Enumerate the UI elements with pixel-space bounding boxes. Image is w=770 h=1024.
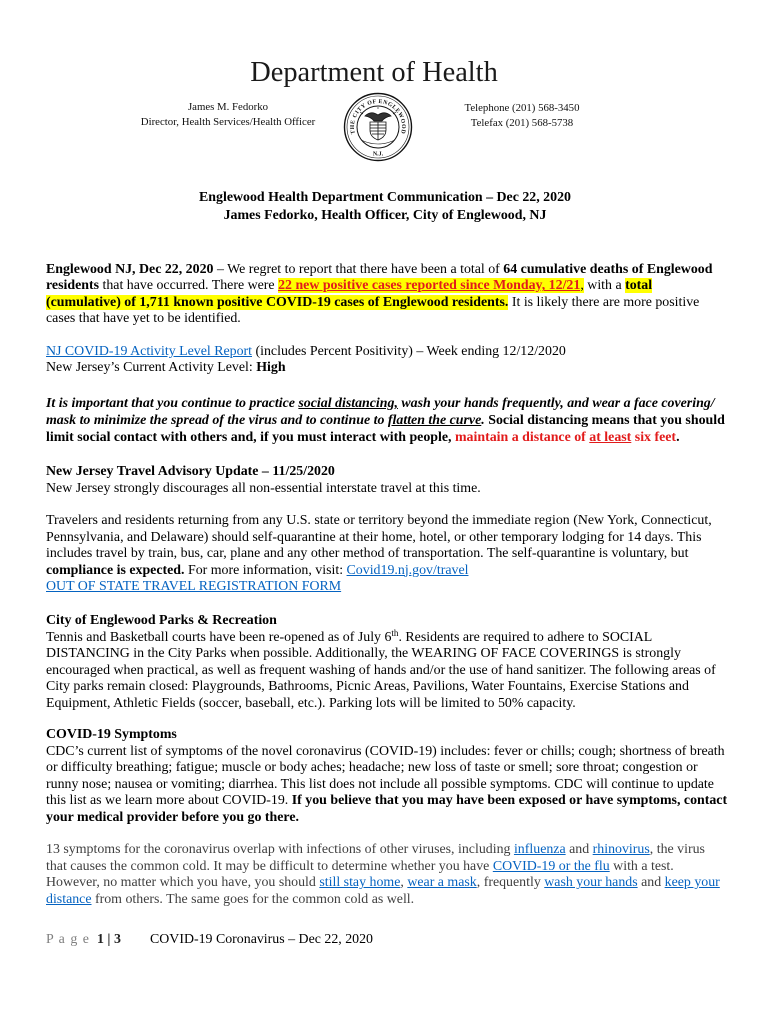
distance-warning: maintain a distance of (454, 430, 590, 445)
text-run: encouraged when practical, as well as frequent washing of hands and/or the use of hand sanitizer. The following areas of (46, 662, 716, 678)
text-line (46, 311, 712, 327)
seal-emblem (360, 107, 396, 144)
cases-paragraph (46, 262, 712, 328)
text-line (46, 810, 727, 827)
text-line (46, 744, 727, 761)
activity-report-link[interactable]: NJ COVID-19 Activity Level Report (46, 344, 253, 359)
activity-level-value: High (256, 360, 286, 376)
text-line (46, 395, 725, 412)
text-run: Equipment, Athletic Fields (soccer, baseball, etc.). Parking lots will be limited to 50% capacity. (46, 695, 576, 711)
text-run: and (637, 875, 665, 891)
distance-warning: six feet (631, 430, 677, 445)
text-line (46, 875, 720, 892)
section-heading: COVID-19 Symptoms (46, 727, 177, 742)
text-run: mask to minimize the spread of the virus and to continue to (46, 413, 388, 428)
text-line (46, 295, 712, 311)
parks-section (46, 613, 716, 713)
keep-distance-link[interactable]: keep your (664, 875, 720, 891)
text-run: Social distancing means that you should (484, 413, 725, 428)
section-heading: City of Englewood Parks & Recreation (46, 613, 277, 628)
text-run: (includes Percent Positivity) – Week ending 12/12/2020 (252, 344, 566, 359)
text-run: with a test. (609, 858, 674, 874)
total-cases-highlight: (cumulative) of 1,711 known positive COVID-19 cases of Englewood residents. (46, 294, 509, 310)
text-run: . (481, 413, 485, 428)
text-run: New Jersey’s Current Activity Level: (46, 360, 257, 376)
text-run: However, no matter which you have, you should (46, 875, 320, 891)
influenza-link[interactable]: influenza (513, 842, 566, 857)
text-run: compliance is expected. (46, 562, 185, 578)
text-line (46, 646, 716, 663)
text-line (46, 842, 720, 859)
text-run: runny nose; nausea or vomiting; diarrhea. This list does not include all possible symptoms. CDC will continue to update (46, 776, 714, 792)
city-seal (343, 92, 413, 162)
running-title: COVID-19 Coronavirus – Dec 22, 2020 (150, 932, 373, 947)
text-run: – We regret to report that there have been a total of (213, 262, 504, 277)
text-line (46, 546, 712, 563)
activity-paragraph (46, 344, 566, 376)
wash-hands-link[interactable]: wash your hands (544, 875, 638, 891)
text-run: , frequently (476, 875, 545, 891)
ordinal-suffix: th (391, 627, 399, 638)
text-line (46, 563, 712, 580)
text-run: CDC’s current list of symptoms of the novel coronavirus (COVID-19) includes: fever or chills; cough; shortness of breath (46, 743, 725, 759)
officer-title: Director, Health Services/Health Officer (140, 115, 316, 128)
text-line (46, 262, 712, 278)
title-line-1: Englewood Health Department Communication – Dec 22, 2020 (199, 190, 571, 205)
text-line (46, 627, 716, 647)
text-run: , the virus (649, 842, 705, 857)
text-run: with a (583, 278, 626, 294)
telefax: Telefax (201) 568-5738 (470, 116, 574, 129)
officer-name: James M. Fedorko (187, 101, 269, 113)
page-number: 1 | 3 (97, 932, 121, 947)
text-run: . Residents are required to adhere to SOCIAL (398, 629, 653, 645)
total-cases-highlight: total (625, 278, 653, 294)
text-run: 13 symptoms for the coronavirus overlap with infections of other viruses, including (46, 842, 514, 857)
text-run: social distancing, (298, 396, 398, 411)
text-run: Travelers and residents returning from any U.S. state or territory beyond the immediate region (New York, Connecticut, (46, 513, 712, 528)
officer-block (130, 100, 326, 129)
distancing-paragraph (46, 395, 725, 446)
text-line (46, 278, 712, 294)
text-line (46, 760, 727, 777)
text-run: includes travel by train, bus, car, plane and any other method of transportation. The self-quarantine is voluntary, but (46, 546, 689, 561)
text-run: this list as we learn more about COVID-19. (46, 793, 292, 809)
text-run: or difficulty breathing; fatigue; muscle or body aches; headache; new loss of taste or smell; sore throat; congestion or (46, 760, 698, 776)
covid-or-flu-link[interactable]: COVID-19 or the flu (492, 858, 610, 874)
text-run: from others. The same goes for the common cold as well. (91, 892, 415, 908)
dateline: Englewood NJ, Dec 22, 2020 (46, 262, 214, 277)
title-line-2: James Fedorko, Health Officer, City of Englewood, NJ (223, 208, 547, 223)
text-line (46, 360, 566, 376)
text-line (46, 696, 716, 713)
medical-advice: your medical provider before you go there. (46, 809, 299, 825)
overlap-paragraph (46, 842, 720, 909)
section-heading: New Jersey Travel Advisory Update – 11/25/2020 (46, 464, 335, 479)
text-line (46, 530, 712, 547)
text-run: and (565, 842, 593, 857)
stay-home-link[interactable]: still stay home (319, 875, 401, 891)
text-run: limit social contact with others and, if you must interact with people, (46, 430, 455, 445)
text-line (46, 859, 720, 876)
department-title: Department of Health (250, 57, 498, 88)
text-line (46, 679, 716, 696)
keep-distance-link[interactable]: distance (46, 892, 92, 908)
travel-section (46, 463, 481, 497)
text-line (46, 429, 725, 446)
text-run: flatten the curve (387, 413, 482, 428)
seal-bottom-text: N.J. (372, 151, 384, 158)
telephone: Telephone (201) 568-3450 (464, 102, 580, 114)
text-line (46, 777, 727, 794)
rhinovirus-link[interactable]: rhinovirus (592, 842, 650, 857)
text-run: , (400, 875, 408, 891)
phone-block (444, 101, 600, 130)
page-label: P a g e (46, 932, 90, 947)
text-run: It is likely there are more positive (508, 294, 700, 310)
seal-ring-text: THE CITY OF ENGLEWOOD (349, 98, 407, 135)
text-line (46, 793, 727, 810)
text-run: cases that have yet to be identified. (46, 311, 241, 327)
medical-advice: If you believe that you may have been exposed or have symptoms, contact (291, 793, 728, 809)
text-line (46, 663, 716, 680)
deaths-count-cont: residents (46, 278, 99, 294)
distance-warning: at least (589, 430, 632, 445)
text-run: City parks remain closed: Playgrounds, Bathrooms, Picnic Areas, Pavilions, Water Fountains, Exercise Stations and (46, 679, 689, 695)
new-cases-highlight: 22 new positive cases reported since Monday, 12/21 (278, 278, 581, 294)
text-line (46, 579, 712, 596)
travel-registration-link[interactable]: OUT OF STATE TRAVEL REGISTRATION FORM (46, 579, 342, 594)
text-run: Tennis and Basketball courts have been re-opened as of July 6 (46, 629, 392, 645)
text-run: Pennsylvania, and Delaware) should self-quarantine at their home, hotel, or other temporary lodging for 14 days. This (46, 529, 702, 545)
wear-mask-link[interactable]: wear a mask (407, 875, 477, 891)
text-line: New Jersey strongly discourages all non-essential interstate travel at this time. (46, 481, 481, 496)
text-run: that causes the common cold. It may be difficult to determine whether you have (46, 858, 493, 874)
text-run: It is important that you continue to practice (46, 396, 299, 411)
deaths-count: 64 cumulative deaths of Englewood (503, 262, 713, 277)
text-run: DISTANCING in the City Parks when possible. Additionally, the WEARING OF FACE COVERINGS is strongly (46, 646, 681, 662)
text-run: . (676, 430, 680, 445)
text-run: For more information, visit: (184, 562, 347, 578)
text-line (46, 412, 725, 429)
travelers-paragraph (46, 513, 712, 596)
text-line (46, 892, 720, 909)
travel-info-link[interactable]: Covid19.nj.gov/travel (346, 562, 469, 578)
text-run: that have occurred. There were (99, 278, 279, 294)
text-run: wash your hands frequently, and wear a face covering/ (397, 396, 715, 411)
symptoms-section (46, 727, 727, 827)
text-line (46, 513, 712, 530)
text-run: , (580, 278, 584, 294)
text-line (46, 344, 566, 360)
communication-title (0, 189, 770, 225)
